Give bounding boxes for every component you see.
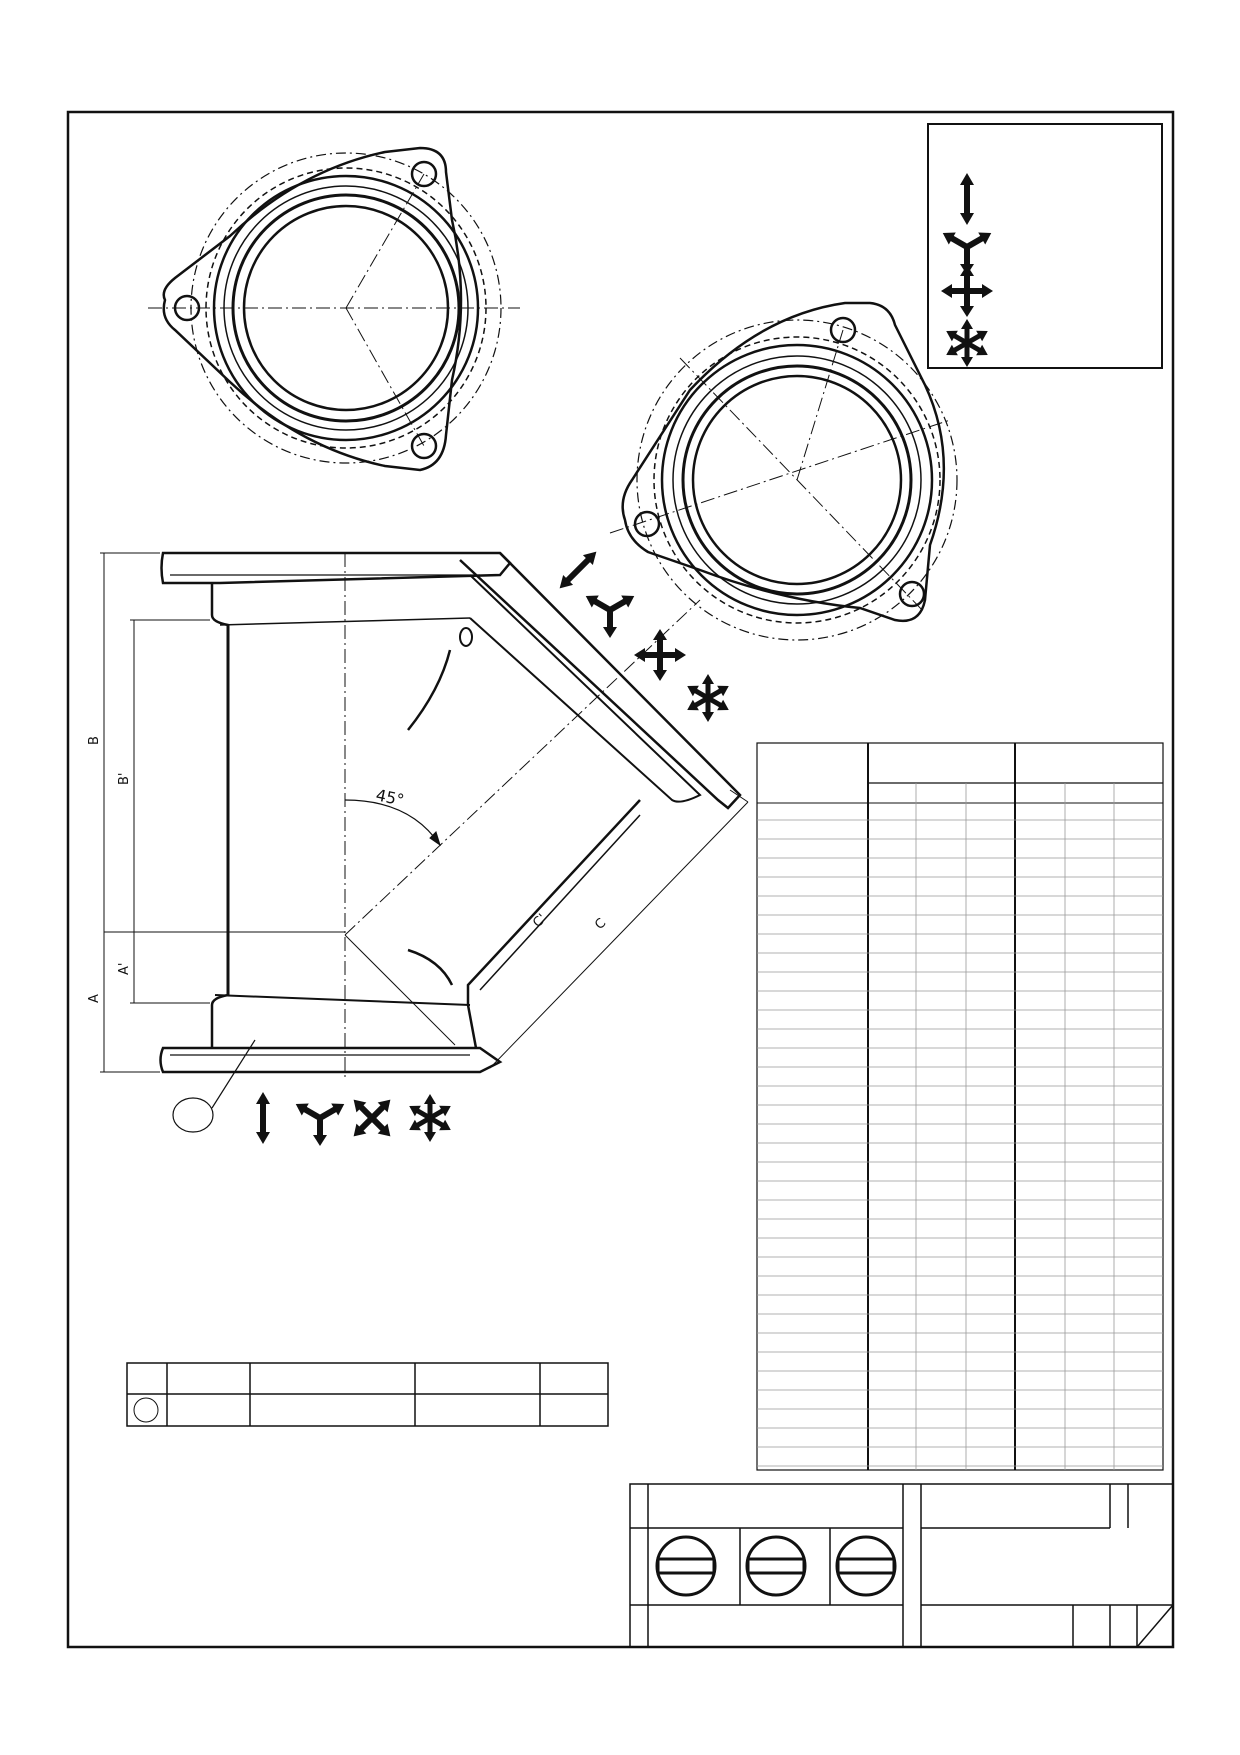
six-arrow-icon <box>684 674 732 722</box>
flange-view-top <box>148 148 520 470</box>
dimension-label-b: B <box>87 736 102 745</box>
slotted-screw-icon <box>837 1537 895 1595</box>
six-arrow-icon <box>943 319 991 367</box>
dimension-table <box>757 743 1163 1470</box>
x-arrow-icon <box>349 1095 396 1142</box>
six-arrow-icon <box>406 1094 454 1142</box>
title-block <box>630 1484 1173 1647</box>
dimension-label-c: C <box>592 915 610 933</box>
three-arrow-icon <box>292 1098 347 1146</box>
four-arrow-icon <box>941 265 993 317</box>
bottom-symbol-row <box>256 1092 454 1146</box>
symbol-legend-box <box>928 124 1162 368</box>
flange-view-branch <box>610 303 957 640</box>
lateral-fitting-side-view <box>161 553 741 1132</box>
dimension-label-a: A <box>87 994 102 1003</box>
parts-table <box>127 1363 608 1426</box>
drawing-frame <box>68 112 1173 1647</box>
dimension-label-c-prime: C' <box>530 911 550 931</box>
slotted-screw-icon <box>657 1537 715 1595</box>
dimension-lines <box>100 553 748 1072</box>
single-arrow-icon <box>256 1092 270 1144</box>
slotted-screw-icon <box>747 1537 805 1595</box>
four-arrow-icon <box>634 629 686 681</box>
single-arrow-icon <box>555 547 602 594</box>
angle-label: 45° <box>374 785 406 810</box>
single-arrow-icon <box>960 173 974 225</box>
dimension-label-b-prime: B' <box>117 772 132 785</box>
dimension-label-a-prime: A' <box>117 962 132 975</box>
three-arrow-icon <box>582 590 637 638</box>
